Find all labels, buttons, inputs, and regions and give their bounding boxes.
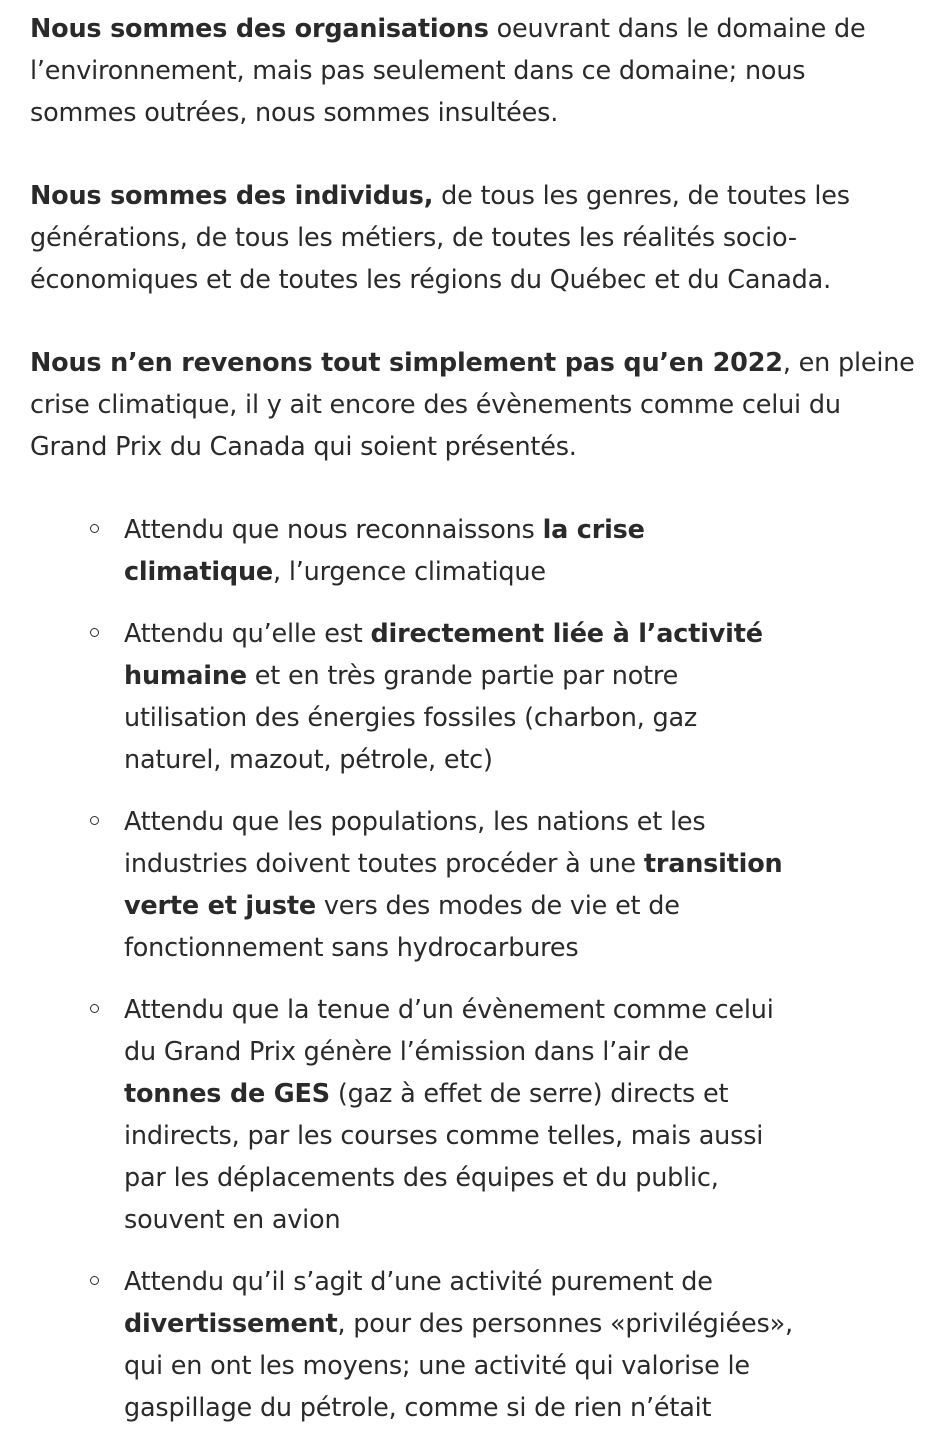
list-item [30,989,844,1241]
text-line [124,551,844,593]
text-run: Attendu qu’elle est [124,619,371,649]
text-run: du Grand Prix génère l’émission dans l’air de [124,1037,689,1067]
bold-text: transition [643,849,783,879]
text-line [30,92,930,134]
text-run: crise climatique, il y ait encore des évènements comme celui du [30,390,841,420]
text-run: qui en ont les moyens; une activité qui valorise le [124,1351,750,1381]
text-run: indirects, par les courses comme telles, mais aussi [124,1121,764,1151]
text-run: par les déplacements des équipes et du public, [124,1163,719,1193]
text-run: générations, de tous les métiers, de toutes les réalités socio- [30,223,797,253]
bold-text: tonnes de GES [124,1079,330,1109]
text-line [124,655,844,697]
article-body [30,8,930,1449]
text-line [124,843,844,885]
text-line [124,989,844,1031]
text-run: oeuvrant dans le domaine de [488,14,866,44]
text-line [30,50,930,92]
bold-text: divertissement [124,1309,338,1339]
text-line [124,1345,844,1387]
text-run: naturel, mazout, pétrole, etc) [124,745,493,775]
list-item [30,1261,844,1429]
bold-text: climatique [124,557,274,587]
text-run: l’environnement, mais pas seulement dans ce domaine; nous [30,56,806,86]
text-line [124,885,844,927]
text-run: et en très grande partie par notre [246,661,679,691]
text-line [30,384,930,426]
paragraph-organisations [30,8,930,134]
bold-text: directement liée à l’activité [370,619,763,649]
text-run: sommes outrées, nous sommes insultées. [30,98,559,128]
circle-bullet-icon [90,816,99,825]
list-item [30,801,844,969]
text-line [124,1303,844,1345]
list-item [30,613,844,781]
text-line [30,259,930,301]
text-run: Attendu qu’il s’agit d’une activité purement de [124,1267,713,1297]
paragraph-revenons [30,342,930,468]
text-run: vers des modes de vie et de [315,891,680,921]
text-line [124,801,844,843]
text-run: industries doivent toutes procéder à une [124,849,644,879]
text-line [124,1115,844,1157]
text-line [124,1261,844,1303]
text-line [124,739,844,781]
text-run: Attendu que les populations, les nations et les [124,807,706,837]
text-line [124,1073,844,1115]
text-run: souvent en avion [124,1205,341,1235]
text-line [124,1387,844,1429]
paragraph-individus [30,175,930,301]
text-run: utilisation des énergies fossiles (charbon, gaz [124,703,698,733]
text-line [30,175,930,217]
text-line [124,697,844,739]
text-line [124,1157,844,1199]
text-line [124,1031,844,1073]
text-line [30,426,930,468]
text-run: Attendu que la tenue d’un évènement comme celui [124,995,774,1025]
text-line [30,342,930,384]
bold-text: la crise [542,515,645,545]
circle-bullet-icon [90,628,99,637]
text-run: , l’urgence climatique [273,557,546,587]
text-run: , pour des personnes «privilégiées», [337,1309,793,1339]
circle-bullet-icon [90,524,99,533]
circle-bullet-icon [90,1276,99,1285]
text-line [30,8,930,50]
circle-bullet-icon [90,1004,99,1013]
text-line [124,927,844,969]
text-run: Grand Prix du Canada qui soient présentés. [30,432,577,462]
bold-lead: Nous sommes des individus, [30,181,434,211]
bold-lead: Nous n’en revenons tout simplement pas qu’en 2022 [30,348,783,378]
attendus-list [30,509,930,1429]
bold-text: humaine [124,661,247,691]
text-run: (gaz à effet de serre) directs et [329,1079,729,1109]
text-run: économiques et de toutes les régions du Québec et du Canada. [30,265,831,295]
text-line [124,613,844,655]
text-run: gaspillage du pétrole, comme si de rien n’était [124,1393,712,1423]
text-line [30,217,930,259]
text-run: Attendu que nous reconnaissons [124,515,543,545]
text-run: fonctionnement sans hydrocarbures [124,933,579,963]
text-line [124,509,844,551]
text-run: , en pleine [782,348,915,378]
bold-text: verte et juste [124,891,316,921]
text-line [124,1199,844,1241]
bold-lead: Nous sommes des organisations [30,14,489,44]
list-item [30,509,844,593]
text-run: de tous les genres, de toutes les [433,181,850,211]
